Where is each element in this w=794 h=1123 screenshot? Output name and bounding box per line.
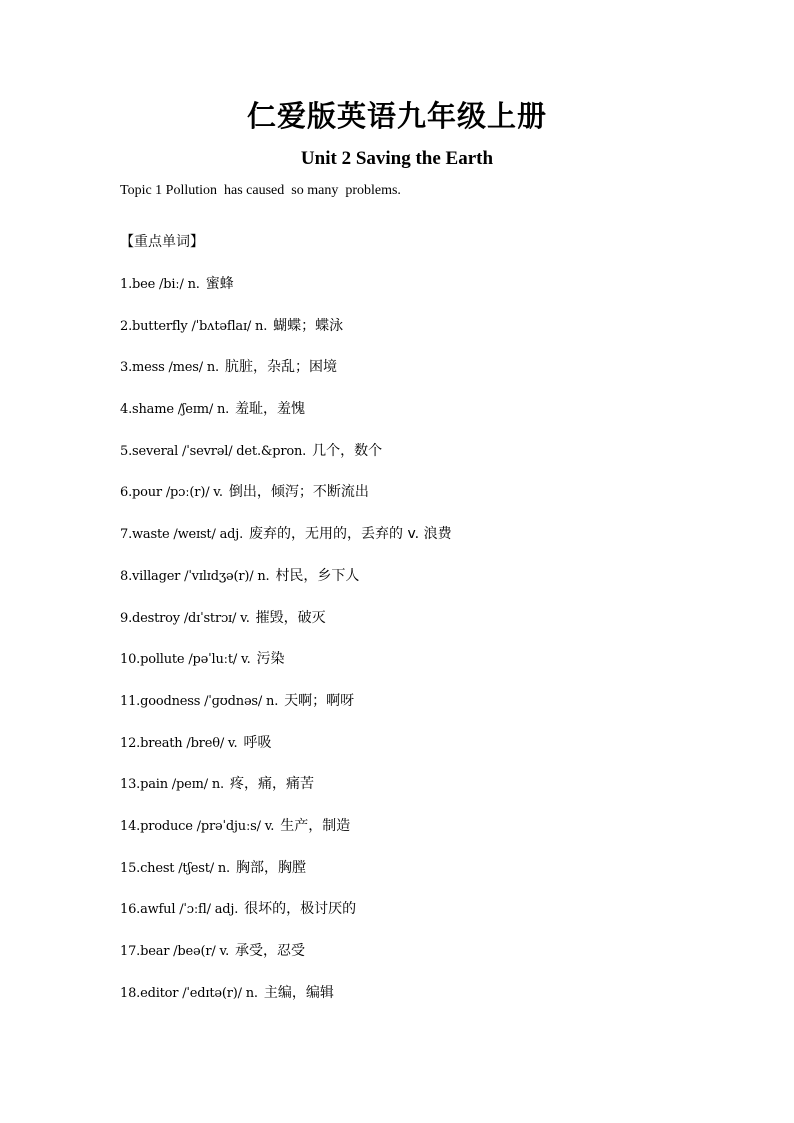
vocab-term: 7.waste /weɪst/ adj. — [120, 527, 244, 543]
vocab-meaning: 主编，编辑 — [263, 984, 334, 1001]
section-heading: 【重点单词】 — [120, 234, 204, 250]
vocab-item — [120, 439, 452, 481]
unit-subtitle: Unit 2 Saving the Earth — [300, 148, 494, 169]
vocab-term: 16.awful /ˈɔːfl/ adj. — [120, 902, 239, 918]
vocab-term: 2.butterfly /ˈbʌtəflaɪ/ n. — [120, 318, 268, 334]
vocab-term: 9.destroy /dɪˈstrɔɪ/ v. — [120, 610, 250, 626]
vocab-meaning: 村民，乡下人 — [275, 567, 360, 584]
vocab-term: 18.editor /ˈedɪtə(r)/ n. — [120, 985, 258, 1001]
vocab-meaning: 承受，忍受 — [235, 943, 306, 959]
vocab-item — [120, 397, 452, 439]
vocab-term: 15.chest /tʃest/ n. — [120, 860, 230, 876]
vocab-meaning: 很坏的，极讨厌的 — [244, 901, 357, 918]
vocab-term: 4.shame /ʃeɪm/ n. — [120, 402, 230, 418]
topic-line: Topic 1 Pollution has caused so many problems. — [120, 183, 401, 198]
vocab-term: 12.breath /breθ/ v. — [120, 735, 238, 751]
vocab-item — [120, 897, 452, 939]
vocab-item — [120, 981, 452, 1023]
vocab-meaning: 废弃的，无用的，丢弃的 v. 浪费 — [249, 526, 452, 543]
vocab-item — [120, 564, 452, 606]
vocab-item — [120, 314, 452, 356]
vocab-term: 14.produce /prəˈdjuːs/ v. — [120, 818, 275, 834]
vocab-meaning: 蜜蜂 — [205, 276, 234, 292]
vocab-item — [120, 522, 452, 564]
vocab-item — [120, 355, 452, 397]
vocab-meaning: 疼，痛，痛苦 — [229, 776, 314, 793]
vocab-meaning: 呼吸 — [243, 734, 272, 751]
vocab-meaning: 生产，制造 — [280, 817, 351, 834]
vocab-item — [120, 856, 452, 898]
vocab-item — [120, 606, 452, 648]
vocab-item — [120, 814, 452, 856]
vocab-term: 1.bee /biː/ n. — [120, 277, 200, 292]
vocab-item — [120, 939, 452, 981]
vocab-term: 13.pain /peɪn/ n. — [120, 777, 224, 793]
vocab-item — [120, 689, 452, 731]
vocab-meaning: 几个，数个 — [312, 442, 383, 459]
vocabulary-list — [120, 272, 452, 1022]
vocab-meaning: 胸部，胸膛 — [236, 859, 306, 876]
vocab-item — [120, 647, 452, 689]
vocab-item — [120, 772, 452, 814]
vocab-meaning: 羞耻，羞愧 — [235, 401, 306, 418]
vocab-term: 3.mess /mes/ n. — [120, 360, 219, 376]
vocab-item — [120, 480, 452, 522]
vocab-term: 10.pollute /pəˈluːt/ v. — [120, 652, 251, 668]
page-title: 仁爱版英语九年级上册 — [246, 99, 547, 133]
vocab-meaning: 肮脏，杂乱；困境 — [225, 359, 337, 376]
vocab-term: 17.bear /beə(r/ v. — [120, 944, 230, 959]
vocab-term: 5.several /ˈsevrəl/ det.&pron. — [120, 443, 307, 459]
vocab-meaning: 蝴蝶；蝶泳 — [273, 317, 344, 334]
vocab-term: 6.pour /pɔː(r)/ v. — [120, 485, 223, 501]
vocab-meaning: 摧毁，破灭 — [255, 609, 326, 626]
vocab-meaning: 倒出，倾泻；不断流出 — [228, 484, 369, 501]
vocab-item — [120, 731, 452, 773]
vocab-item — [120, 272, 452, 314]
vocab-term: 11.goodness /ˈɡʊdnəs/ n. — [120, 693, 279, 709]
vocab-meaning: 污染 — [256, 651, 285, 668]
vocab-term: 8.villager /ˈvɪlɪdʒə(r)/ n. — [120, 568, 270, 584]
vocab-meaning: 天啊；啊呀 — [284, 692, 355, 709]
